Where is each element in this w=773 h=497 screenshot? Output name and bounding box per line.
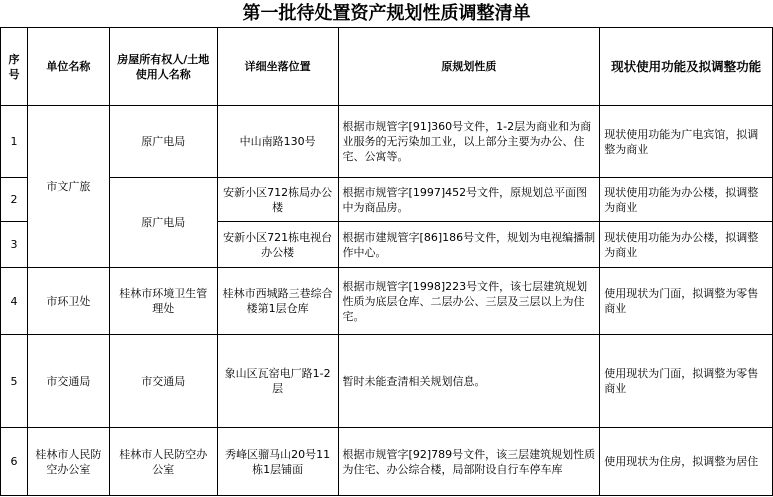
- cell-adjust: 现状使用功能为办公楼，拟调整为商业: [600, 178, 773, 222]
- cell-original: 暂时未能查清相关规划信息。: [338, 335, 600, 428]
- cell-location: 安新小区712栋局办公楼: [217, 178, 338, 222]
- cell-original: 根据市规管字[91]360号文件，1-2层为商业和为商业服务的无污染加工业，以上部分主要为办公、住宅、公寓等。: [338, 106, 600, 178]
- col-header-adjust: 现状使用功能及拟调整功能: [600, 28, 773, 106]
- col-header-original: 原规划性质: [338, 28, 600, 106]
- cell-unit: 市环卫处: [27, 268, 109, 335]
- cell-unit: 桂林市人民防空办公室: [27, 428, 109, 496]
- table-row: [1, 428, 773, 496]
- cell-seq: 1: [1, 106, 28, 178]
- cell-location: 桂林市西城路三巷综合楼第1层仓库: [217, 268, 338, 335]
- cell-owner: 桂林市环境卫生管理处: [109, 268, 217, 335]
- cell-adjust: 使用现状为住房，拟调整为居住: [600, 428, 773, 496]
- table-row: [1, 178, 773, 222]
- col-header-location: 详细坐落位置: [217, 28, 338, 106]
- table-row: [1, 106, 773, 178]
- cell-seq: 6: [1, 428, 28, 496]
- table-row: [1, 335, 773, 428]
- cell-seq: 4: [1, 268, 28, 335]
- cell-unit: 市文广旅: [27, 106, 109, 268]
- table-row: [1, 268, 773, 335]
- col-header-owner: 房屋所有权人/土地使用人名称: [109, 28, 217, 106]
- cell-owner: 原广电局: [109, 178, 217, 268]
- cell-owner: 市交通局: [109, 335, 217, 428]
- cell-seq: 3: [1, 222, 28, 268]
- cell-original: 根据市规管字[1998]223号文件，该七层建筑规划性质为底层仓库、二层办公、三层及三层以上为住宅。: [338, 268, 600, 335]
- cell-adjust: 使用现状为门面，拟调整为零售商业: [600, 335, 773, 428]
- cell-adjust: 使用现状为门面，拟调整为零售商业: [600, 268, 773, 335]
- cell-location: 象山区瓦窑电厂路1-2层: [217, 335, 338, 428]
- header-row: [1, 28, 773, 106]
- cell-original: 根据市建规管字[86]186号文件，规划为电视编播制作中心。: [338, 222, 600, 268]
- cell-original: 根据市规管字[1997]452号文件，原规划总平面图中为商品房。: [338, 178, 600, 222]
- cell-location: 安新小区721栋电视台办公楼: [217, 222, 338, 268]
- cell-adjust: 现状使用功能为办公楼，拟调整为商业: [600, 222, 773, 268]
- cell-unit: 市交通局: [27, 335, 109, 428]
- cell-location: 秀峰区骝马山20号11栋1层铺面: [217, 428, 338, 496]
- cell-seq: 2: [1, 178, 28, 222]
- cell-owner: 桂林市人民防空办公室: [109, 428, 217, 496]
- page-title: 第一批待处置资产规划性质调整清单: [242, 3, 531, 24]
- asset-table: [0, 27, 773, 496]
- col-header-seq: 序号: [1, 28, 28, 106]
- cell-owner: 原广电局: [109, 106, 217, 178]
- col-header-unit: 单位名称: [27, 28, 109, 106]
- cell-adjust: 现状使用功能为广电宾馆，拟调整为商业: [600, 106, 773, 178]
- cell-seq: 5: [1, 335, 28, 428]
- cell-location: 中山南路130号: [217, 106, 338, 178]
- cell-original: 根据市规管字[92]789号文件，该三层建筑规划性质为住宅、办公综合楼，局部附设自行车停车库: [338, 428, 600, 496]
